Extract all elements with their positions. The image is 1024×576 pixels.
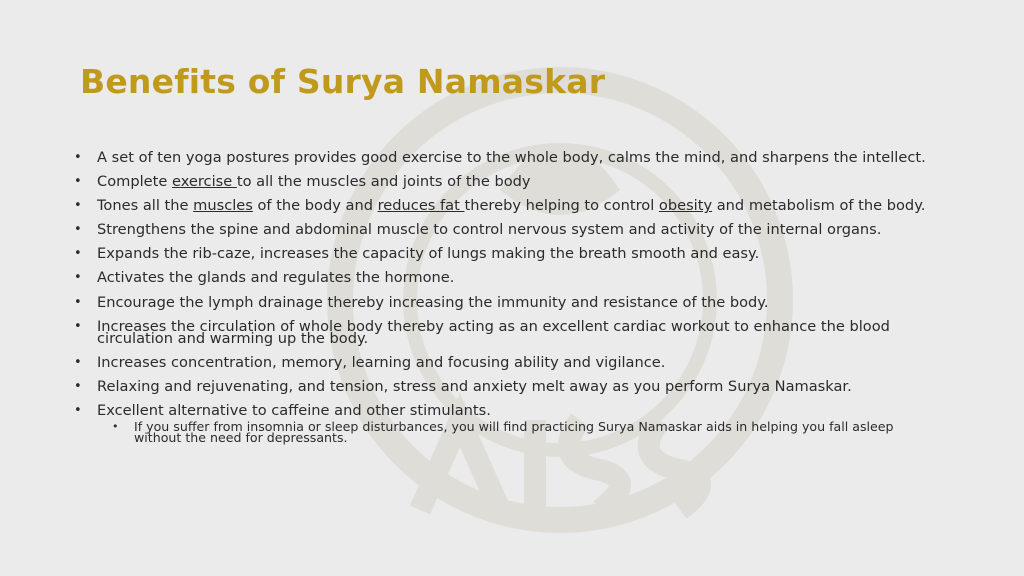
bullet-text: and metabolism of the body. [712,197,926,215]
bullet-text: Encourage the lymph drainage thereby increasing the immunity and resistance of the body. [97,293,769,311]
list-item [74,269,944,287]
list-item [74,354,944,372]
bullet-text: Tones all the [97,197,194,215]
list-item [74,402,944,420]
bullet-text: Activates the glands and regulates the hormone. [97,269,455,287]
bullet-text: Complete [97,173,172,191]
list-item [74,173,944,191]
muscles-link[interactable]: muscles [193,197,253,215]
bullet-text: Expands the rib-caze, increases the capacity of lungs making the breath smooth and easy. [97,245,760,263]
list-item [74,221,944,239]
bullet-text: Excellent alternative to caffeine and other stimulants. [97,402,491,420]
list-item [74,293,944,311]
bullet-text: Strengthens the spine and abdominal muscle to control nervous system and activity of the internal organs. [97,221,882,239]
list-item [74,317,944,348]
bullet-text: A set of ten yoga postures provides good exercise to the whole body, calms the mind, and sharpens the intellect. [97,149,926,166]
list-item [74,378,944,396]
bullet-text: to all the muscles and joints of the body [236,173,531,191]
exercise-link[interactable]: exercise [171,173,237,191]
list-item [74,149,944,166]
bullet-text: Increases concentration, memory, learning and focusing ability and vigilance. [97,354,666,372]
list-item [74,197,944,215]
sub-list-item [112,418,944,446]
bullet-text: thereby helping to control [464,197,659,215]
slide-title: Benefits of Surya Namaskar [80,62,606,101]
bullet-text: Increases the circulation of whole body thereby acting as an excellent cardiac workout to enhance the blood circulation and warming up the body. [97,317,890,348]
bullet-text: Relaxing and rejuvenating, and tension, stress and anxiety melt away as you perform Surya Namaskar. [97,378,852,396]
bullet-text: of the body and [252,197,378,215]
obesity-link[interactable]: obesity [658,197,713,215]
list-item [74,245,944,263]
sub-bullet-text: If you suffer from insomnia or sleep disturbances, you will find practicing Surya Namaskar aids in helping you fall asleep without the need for depressants. [134,418,894,446]
reduces-fat-link[interactable]: reduces fat [377,197,465,215]
benefits-list [74,149,944,455]
